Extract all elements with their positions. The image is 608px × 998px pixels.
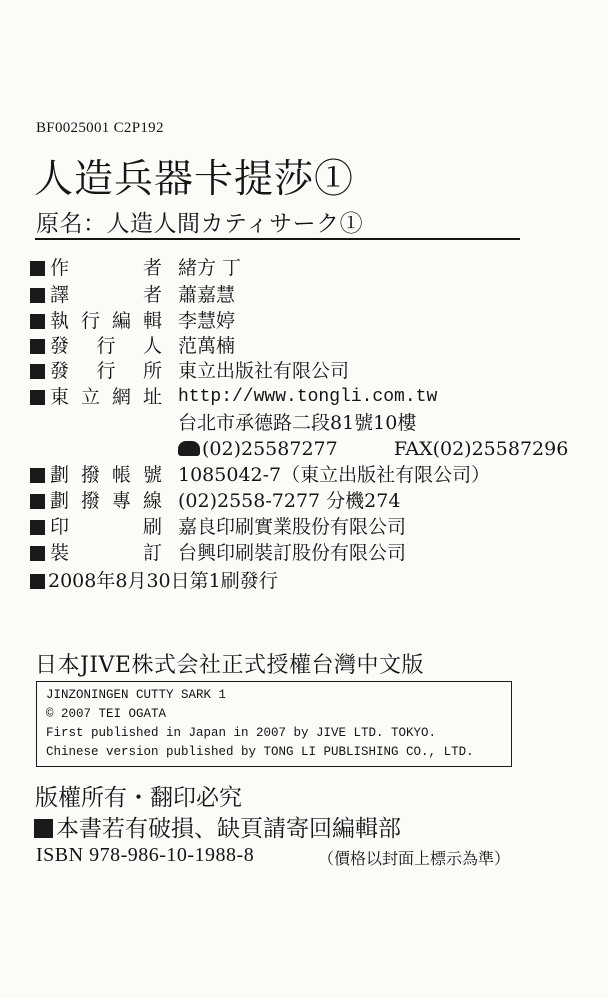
bullet-square-icon — [30, 390, 45, 405]
info-value: 東立出版社有限公司 — [178, 360, 350, 382]
info-label: 發 行 人 — [50, 335, 162, 357]
info-row-editor — [30, 308, 236, 334]
info-row-binding — [30, 540, 407, 566]
info-value: 蕭嘉慧 — [178, 284, 236, 306]
bullet-square-icon — [30, 546, 45, 561]
info-label: 裝 訂 — [50, 542, 162, 564]
bullet-square-icon — [34, 819, 53, 838]
info-row-website — [30, 384, 438, 410]
return-notice-line — [34, 810, 401, 843]
publish-date-line — [30, 566, 278, 593]
bullet-square-icon — [30, 468, 45, 483]
address: 台北市承德路二段81號10樓 — [178, 412, 417, 434]
info-row-author — [30, 255, 242, 281]
info-label: 劃 撥 帳 號 — [50, 464, 162, 486]
info-value: (02)2558-7277 分機274 — [178, 490, 401, 512]
book-title: 人造兵器卡提莎① — [34, 157, 355, 202]
info-value: 范萬楠 — [178, 335, 236, 357]
info-row-printing — [30, 514, 407, 540]
info-label: 譯 者 — [50, 284, 162, 306]
info-label: 東 立 網 址 — [50, 386, 162, 408]
info-label: 執 行 編 輯 — [50, 310, 162, 332]
phone-number: (02)25587277 — [202, 438, 338, 460]
bullet-square-icon — [30, 574, 45, 589]
info-label: 劃 撥 專 線 — [50, 490, 162, 512]
publish-date: 2008年8月30日第1刷發行 — [48, 570, 278, 592]
credit-line: First published in Japan in 2007 by JIVE LTD. TOKYO. — [46, 726, 437, 740]
isbn: ISBN 978-986-10-1988-8 — [36, 844, 255, 866]
bullet-square-icon — [30, 520, 45, 535]
info-row-publishing-house — [30, 358, 350, 384]
bullet-square-icon — [30, 261, 45, 276]
info-label: 發 行 所 — [50, 360, 162, 382]
fax-number: FAX(02)25587296 — [393, 438, 569, 460]
info-label: 印 刷 — [50, 516, 162, 538]
bullet-square-icon — [30, 314, 45, 329]
info-row-publisher — [30, 333, 236, 359]
info-value: 嘉良印刷實業股份有限公司 — [178, 516, 407, 538]
catalog-code: BF0025001 C2P192 — [36, 120, 164, 136]
copyright-box — [36, 681, 512, 767]
info-value: 1085042-7（東立出版社有限公司） — [178, 464, 491, 486]
bullet-square-icon — [30, 288, 45, 303]
rights-statement: 版權所有・翻印必究 — [35, 785, 242, 811]
info-value: 李慧婷 — [178, 310, 236, 332]
bullet-square-icon — [30, 494, 45, 509]
title-divider — [35, 238, 520, 240]
info-label: 作 者 — [50, 257, 162, 279]
info-row-postal-line — [30, 488, 401, 514]
credit-line: © 2007 TEI OGATA — [46, 707, 167, 721]
price-note: （價格以封面上標示為準） — [318, 849, 511, 868]
info-value: 台興印刷裝訂股份有限公司 — [178, 542, 407, 564]
telephone-icon — [178, 441, 200, 456]
bullet-square-icon — [30, 364, 45, 379]
info-row-postal-account — [30, 462, 491, 488]
info-value: 緒方 丁 — [178, 257, 242, 279]
bullet-square-icon — [30, 339, 45, 354]
credit-line: Chinese version published by TONG LI PUBLISHING CO., LTD. — [46, 745, 474, 759]
credit-line: JINZONINGEN CUTTY SARK 1 — [46, 688, 227, 702]
authorization-statement: 日本JIVE株式会社正式授權台灣中文版 — [35, 653, 424, 678]
original-title: 原名：人造人間カティサーク① — [36, 211, 364, 237]
info-row-translator — [30, 282, 236, 308]
website-url: http://www.tongli.com.tw — [178, 387, 438, 407]
return-notice: 本書若有破損、缺頁請寄回編輯部 — [56, 816, 401, 842]
contact-line — [178, 436, 568, 462]
